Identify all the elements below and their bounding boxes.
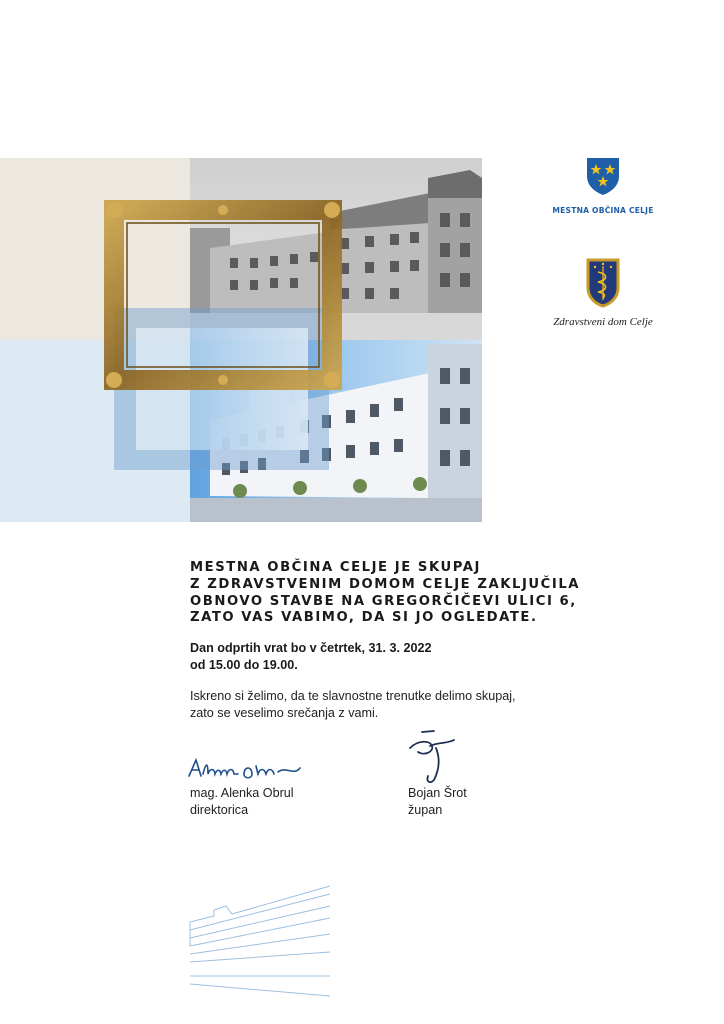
- health-center-shield-icon: [586, 258, 620, 308]
- headline-line: ZATO VAS VABIMO, DA SI JO OGLEDATE.: [190, 610, 538, 626]
- building-line-art-icon: [186, 880, 336, 1002]
- invitation-text: [190, 688, 650, 722]
- invitation-line: Iskreno si želimo, da te slavnostne trenutke delimo skupaj,: [190, 689, 516, 703]
- open-day-info: [190, 640, 650, 674]
- building-photo-collage: [0, 158, 482, 522]
- health-center-logo: [545, 258, 661, 328]
- signatory-role: direktorica: [190, 803, 249, 817]
- coat-of-arms-three-stars-icon: [585, 156, 621, 196]
- headline-line: OBNOVO STAVBE NA GREGORČIČEVI ULICI 6,: [190, 593, 577, 609]
- signatory-1: [190, 785, 294, 819]
- open-day-date: Dan odprtih vrat bo v četrtek, 31. 3. 2022: [190, 641, 432, 655]
- signatory-name: Bojan Šrot: [408, 786, 467, 800]
- signature-alenka-obrul: [186, 752, 304, 784]
- signatory-role: župan: [408, 803, 443, 817]
- invitation-line: zato se veselimo srečanja z vami.: [190, 706, 379, 720]
- headline-line: MESTNA OBČINA CELJE JE SKUPAJ: [190, 560, 481, 575]
- signatory-2: [408, 785, 467, 819]
- signatory-name: mag. Alenka Obrul: [190, 786, 294, 800]
- signature-bojan-srot: [400, 728, 462, 786]
- municipality-name: MESTNA OBČINA CELJE: [552, 206, 654, 215]
- headline-line: Z ZDRAVSTVENIM DOMOM CELJE ZAKLJUČILA: [190, 576, 581, 592]
- municipality-logo: [548, 156, 658, 215]
- open-day-time: od 15.00 do 19.00.: [190, 658, 298, 672]
- headline: [190, 560, 650, 627]
- health-center-name: Zdravstveni dom Celje: [553, 316, 653, 328]
- hero-collage: [0, 158, 482, 522]
